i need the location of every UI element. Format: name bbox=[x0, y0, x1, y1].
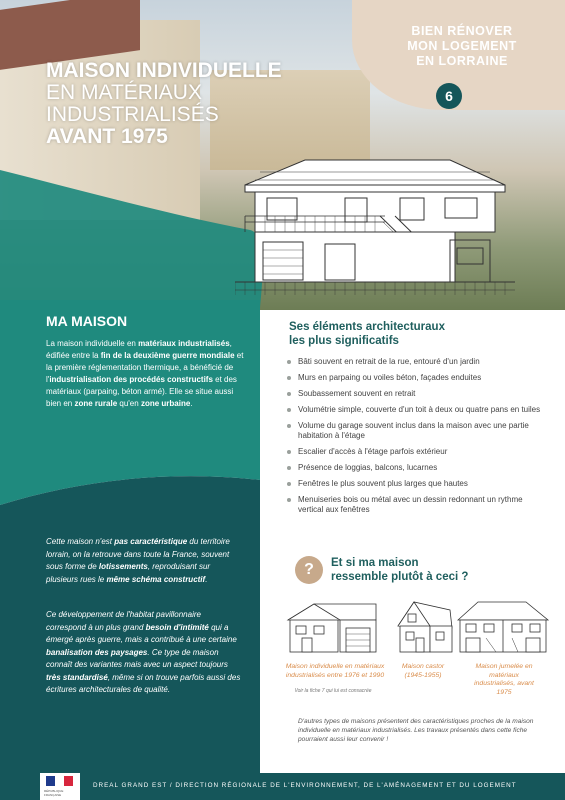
house-sketch bbox=[235, 150, 515, 300]
heading-line: Ses éléments architecturaux bbox=[289, 321, 445, 333]
page-title bbox=[46, 60, 282, 148]
list-item: Volumétrie simple, couverte d'un toit à deux ou quatre pans en tuiles bbox=[286, 405, 542, 416]
title-line: MAISON INDIVIDUELLE bbox=[46, 59, 282, 82]
other-types-note: D'autres types de maisons présentent des caractéristiques proches de la maison individuelle en matériaux industrialisés. Les travaux présentés dans cette fiche pourraient aussi leur convenir ! bbox=[298, 718, 534, 743]
list-item: Escalier d'accès à l'étage parfois extérieur bbox=[286, 447, 542, 458]
series-title bbox=[372, 24, 552, 69]
logo-text: RÉPUBLIQUE FRANÇAISE bbox=[44, 789, 64, 797]
list-item: Bâti souvent en retrait de la rue, entouré d'un jardin bbox=[286, 357, 542, 368]
heading-line: les plus significatifs bbox=[289, 335, 399, 347]
house-sketch-1976-1990 bbox=[284, 598, 380, 656]
title-line: AVANT 1975 bbox=[46, 125, 168, 148]
caption-note: Voir la fiche 7 qui lui est consacrée bbox=[294, 688, 372, 694]
sheet-number: 6 bbox=[436, 83, 462, 109]
flag-icon bbox=[46, 776, 73, 786]
question-icon: ? bbox=[295, 556, 323, 584]
title-line: INDUSTRIALISÉS bbox=[46, 103, 219, 126]
list-item: Soubassement souvent en retrait bbox=[286, 389, 542, 400]
list-item: Volume du garage souvent inclus dans la maison avec une partie habitation à l'étage bbox=[286, 421, 542, 442]
section-title-resemble bbox=[331, 556, 531, 584]
list-item: Murs en parpaing ou voiles béton, façades enduites bbox=[286, 373, 542, 384]
section-title-elements bbox=[289, 320, 519, 348]
context-paragraph-1: Cette maison n'est pas caractéristique du territoire lorrain, on la retrouve dans toute la France, souvent sous forme de lotissements, reproduisant sur plusieurs rues le même schéma constructif. bbox=[46, 537, 230, 584]
ma-maison-description: La maison individuelle en matériaux industrialisés, édifiée entre la fin de la deuxième guerre mondiale et la première réglementation thermique, a bénéficié de l'industrialisation des procédés constructifs et des matériaux (parpaing, béton armé). Elle se situe aussi bien en zone rurale qu'en zone urbaine. bbox=[46, 339, 244, 408]
house-sketch-jumelee bbox=[456, 598, 550, 656]
house-sketch-castor bbox=[394, 598, 456, 656]
caption-castor: Maison castor (1945-1955) bbox=[401, 663, 445, 679]
elements-list bbox=[286, 357, 542, 521]
series-title-line: BIEN RÉNOVER bbox=[411, 24, 513, 38]
list-item: Menuiseries bois ou métal avec un dessin redonnant un rythme vertical aux fenêtres bbox=[286, 495, 542, 516]
context-paragraph-2: Ce développement de l'habitat pavillonnaire correspond à un plus grand besoin d'intimité qui a émergé après guerre, mais a contribué à une certaine banalisation des paysages. Ce type de maison connaît des variantes mais avec un aspect toujours très standardisé, même si on trouve parfois aussi des écritures architecturales de qualité. bbox=[46, 610, 241, 694]
series-title-line: EN LORRAINE bbox=[416, 54, 508, 68]
caption-1976-1990: Maison individuelle en matériaux industrialisés entre 1976 et 1990 bbox=[285, 663, 385, 679]
heading-line: Et si ma maison bbox=[331, 557, 419, 569]
list-item: Fenêtres le plus souvent plus larges que hautes bbox=[286, 479, 542, 490]
title-line: EN MATÉRIAUX bbox=[46, 81, 202, 104]
list-item: Présence de loggias, balcons, lucarnes bbox=[286, 463, 542, 474]
footer-text: DREAL GRAND EST / DIRECTION RÉGIONALE DE L'ENVIRONNEMENT, DE L'AMÉNAGEMENT ET DU LOGEMENT bbox=[93, 782, 517, 789]
hero-teal-wave bbox=[0, 170, 263, 310]
section-title-ma-maison: MA MAISON bbox=[46, 313, 128, 329]
heading-line: ressemble plutôt à ceci ? bbox=[331, 571, 469, 583]
series-title-line: MON LOGEMENT bbox=[407, 39, 517, 53]
caption-jumelee: Maison jumelée en matériaux industrialisés, avant 1975 bbox=[474, 663, 534, 696]
